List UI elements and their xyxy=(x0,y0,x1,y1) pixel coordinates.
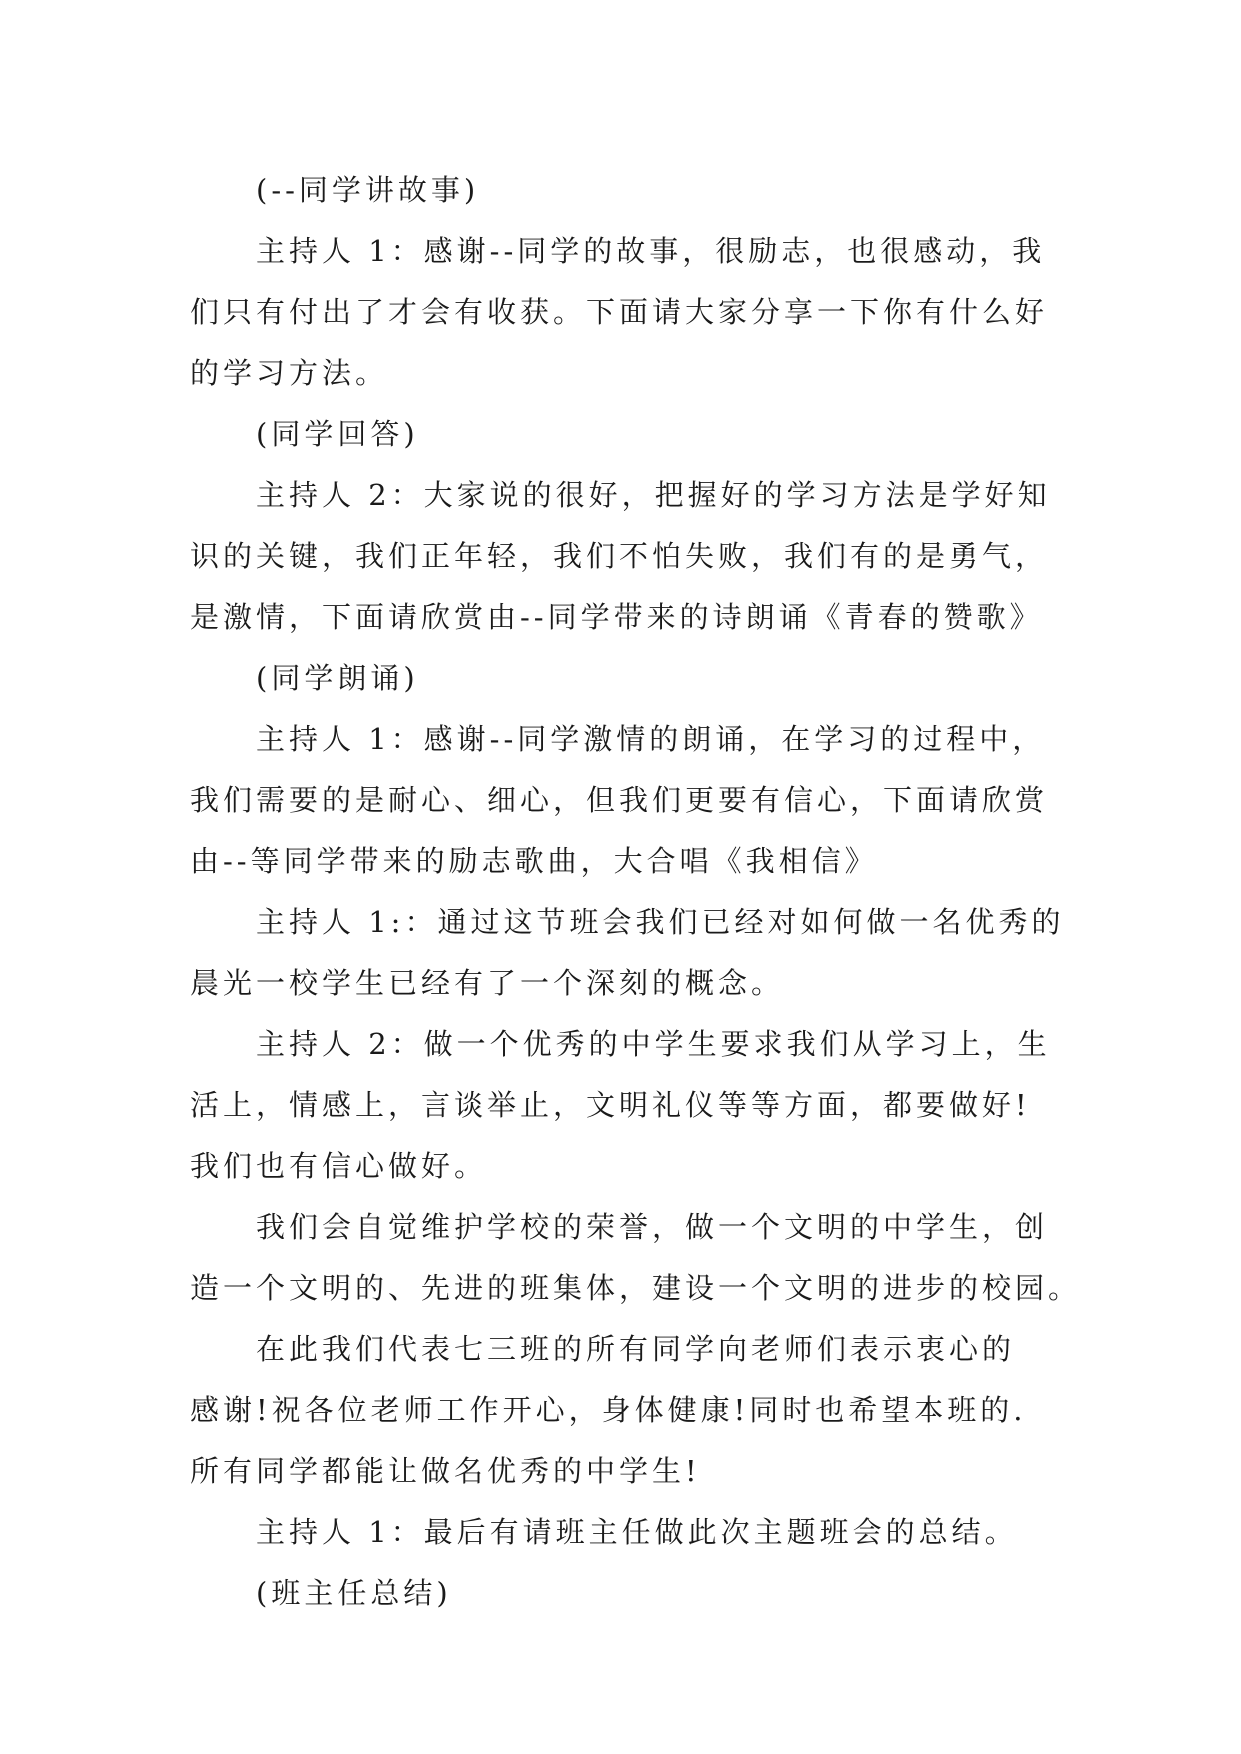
paragraph-line: 在此我们代表七三班的所有同学向老师们表示衷心的 xyxy=(256,1332,1016,1366)
paragraph-line: 主持人 1：最后有请班主任做此次主题班会的总结。 xyxy=(256,1515,1018,1549)
paragraph-line: (--同学讲故事) xyxy=(256,173,480,207)
paragraph-line: 我们也有信心做好。 xyxy=(190,1149,488,1183)
paragraph-line: 由--等同学带来的励志歌曲，大合唱《我相信》 xyxy=(190,844,878,878)
paragraph-line: 主持人 2：大家说的很好，把握好的学习方法是学好知 xyxy=(256,478,1051,512)
paragraph-line: 主持人 2：做一个优秀的中学生要求我们从学习上，生 xyxy=(256,1027,1051,1061)
paragraph-line: 感谢!祝各位老师工作开心，身体健康!同时也希望本班的. xyxy=(190,1393,1027,1427)
paragraph-line: 的学习方法。 xyxy=(190,356,389,390)
paragraph-line: 活上，情感上，言谈举止，文明礼仪等等方面，都要做好! xyxy=(190,1088,1031,1122)
paragraph-line: 主持人 1：感谢--同学激情的朗诵，在学习的过程中， xyxy=(256,722,1046,756)
paragraph-line: 晨光一校学生已经有了一个深刻的概念。 xyxy=(190,966,785,1000)
paragraph-line: (同学回答) xyxy=(256,417,419,451)
paragraph-line: 造一个文明的、先进的班集体，建设一个文明的进步的校园。 xyxy=(190,1271,1082,1305)
paragraph-line: 们只有付出了才会有收获。下面请大家分享一下你有什么好 xyxy=(190,295,1049,329)
paragraph-line: (同学朗诵) xyxy=(256,661,419,695)
paragraph-line: 是激情，下面请欣赏由--同学带来的诗朗诵《青春的赞歌》 xyxy=(190,600,1043,634)
paragraph-line: 识的关键，我们正年轻，我们不怕失败，我们有的是勇气， xyxy=(190,539,1049,573)
paragraph-line: (班主任总结) xyxy=(256,1576,452,1610)
paragraph-line: 主持人 1：感谢--同学的故事，很励志，也很感动，我 xyxy=(256,234,1046,268)
paragraph-line: 所有同学都能让做名优秀的中学生! xyxy=(190,1454,701,1488)
paragraph-line: 我们会自觉维护学校的荣誉，做一个文明的中学生，创 xyxy=(256,1210,1049,1244)
paragraph-line: 我们需要的是耐心、细心，但我们更要有信心，下面请欣赏 xyxy=(190,783,1049,817)
document-page xyxy=(190,160,1082,1624)
paragraph-line: 主持人 1:：通过这节班会我们已经对如何做一名优秀的 xyxy=(256,905,1065,939)
